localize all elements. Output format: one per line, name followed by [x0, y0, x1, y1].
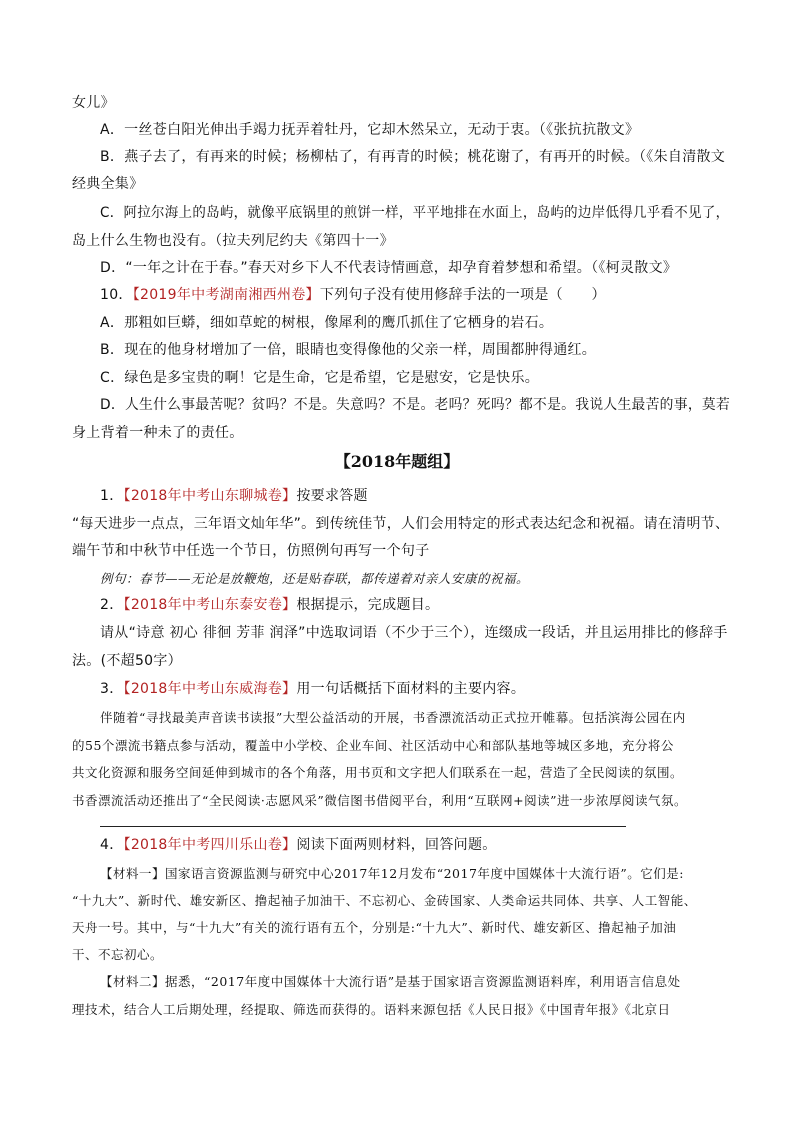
question-10 — [100, 286, 606, 304]
text-line: 岛上什么生物也没有。（拉夫列尼约夫《第四十一》 — [72, 233, 394, 249]
question-source-tag: 【2018年中考山东泰安卷】 — [123, 597, 297, 613]
question-source-tag: 【2019年中考湖南湘西州卷】 — [132, 287, 320, 303]
question-text: 按要求答题 — [296, 488, 368, 504]
material-line: 天舟一号。其中，与“十九大”有关的流行语有五个，分别是:“十九大”、新时代、雄安新区、撸起袖子加油 — [72, 920, 677, 935]
question-text: 阅读下面两则材料，回答问题。 — [296, 837, 497, 853]
text-line: 经典全集》 — [72, 176, 144, 192]
text-line: 女儿》 — [72, 95, 115, 111]
option-a: A．一丝苍白阳光伸出手竭力抚弄着牡丹，它却木然呆立，无动于衷。（《张抗抗散文》 — [100, 122, 640, 138]
material-line: 干、不忘初心。 — [72, 947, 164, 962]
question-source-tag: 【2018年中考山东威海卷】 — [123, 681, 297, 697]
option-d: D．人生什么事最苦呢？贫吗？不是。失意吗？不是。老吗？死吗？都不是。我说人生最苦的事，莫若 — [100, 397, 731, 413]
question-text: 用一句话概括下面材料的主要内容。 — [296, 681, 526, 697]
material-line: “十九大”、新时代、雄安新区、撸起袖子加油干、不忘初心、金砖国家、人类命运共同体、共享、人工智能、 — [72, 893, 697, 908]
material-line: 的55个漂流书籍点参与活动，覆盖中小学校、企业车间、社区活动中心和部队基地等城区多地，充分将公 — [72, 738, 674, 753]
option-b: B．现在的他身材增加了一倍，眼睛也变得像他的父亲一样，周围都肿得通红。 — [100, 342, 597, 358]
question-number: 3． — [100, 681, 124, 697]
text-line: “每天进步一点点，三年语文灿年华”。到传统佳节，人们会用特定的形式表达纪念和祝福。请在清明节、 — [72, 516, 730, 532]
material-line: 伴随着“寻找最美声音读书读报”大型公益活动的开展，书香漂流活动正式拉开帷幕。包括滨海公园在内 — [100, 710, 686, 725]
text-line: 端午节和中秋节中任选一个节日，仿照例句再写一个句子 — [72, 543, 430, 559]
section-heading: 【2018年题组】 — [334, 452, 460, 471]
material-line: 理技术，结合人工后期处理，经提取、筛选而获得的。语料来源包括《人民日报》《中国青年报》《北京日 — [72, 1002, 671, 1017]
question-number: 1． — [100, 488, 124, 504]
option-d: D．“一年之计在于春。”春天对乡下人不代表诗情画意，却孕育着梦想和希望。（《柯灵散文》 — [100, 260, 678, 276]
material-line: 共文化资源和服务空间延伸到城市的各个角落，用书页和文字把人们联系在一起，营造了全民阅读的氛围。 — [72, 765, 684, 780]
option-b: B．燕子去了，有再来的时候；杨柳枯了，有再青的时候；桃花谢了，有再开的时候。（《朱自清散文 — [100, 149, 726, 165]
question-text: 根据提示，完成题目。 — [296, 597, 440, 613]
question-3 — [100, 680, 525, 698]
question-number: 10． — [100, 287, 133, 303]
option-c: C．绿色是多宝贵的啊！它是生命，它是希望，它是慰安，它是快乐。 — [100, 370, 540, 386]
option-c: C．阿拉尔海上的岛屿，就像平底锅里的煎饼一样，平平地排在水面上，岛屿的边岸低得几乎看不见了， — [100, 205, 730, 221]
text-line: 身上背着一种未了的责任。 — [72, 425, 244, 441]
option-a: A．那粗如巨蟒，细如草蛇的树根，像犀利的鹰爪抓住了它栖身的岩石。 — [100, 315, 554, 331]
material-line: 书香漂流活动还推出了“全民阅读·志愿风采”微信图书借阅平台，利用“互联网+阅读”进一步浓厚阅读气氛。 — [72, 793, 688, 808]
material-line: 【材料一】国家语言资源监测与研究中心2017年12月发布“2017年度中国媒体十大流行语”。它们是: — [100, 866, 685, 881]
question-1 — [100, 487, 368, 505]
text-line: 法。(不超50字） — [72, 653, 182, 669]
example-sentence: 例句：春节——无论是放鞭炮，还是贴春联，都传递着对亲人安康的祝福。 — [100, 571, 530, 586]
text-line: 请从“诗意 初心 徘徊 芳菲 润泽”中选取词语（不少于三个），连缀成一段话，并且运用排比的修辞手 — [100, 625, 728, 641]
material-line: 【材料二】据悉，“2017年度中国媒体十大流行语”是基于国家语言资源监测语料库，利用语言信息处 — [100, 974, 681, 989]
question-2 — [100, 596, 439, 614]
question-number: 2． — [100, 597, 124, 613]
question-4 — [100, 836, 497, 854]
question-source-tag: 【2018年中考山东聊城卷】 — [123, 488, 297, 504]
question-text: 下列句子没有使用修辞手法的一项是（ ） — [319, 287, 606, 303]
question-source-tag: 【2018年中考四川乐山卷】 — [123, 837, 297, 853]
question-number: 4． — [100, 837, 124, 853]
answer-line — [100, 826, 626, 827]
